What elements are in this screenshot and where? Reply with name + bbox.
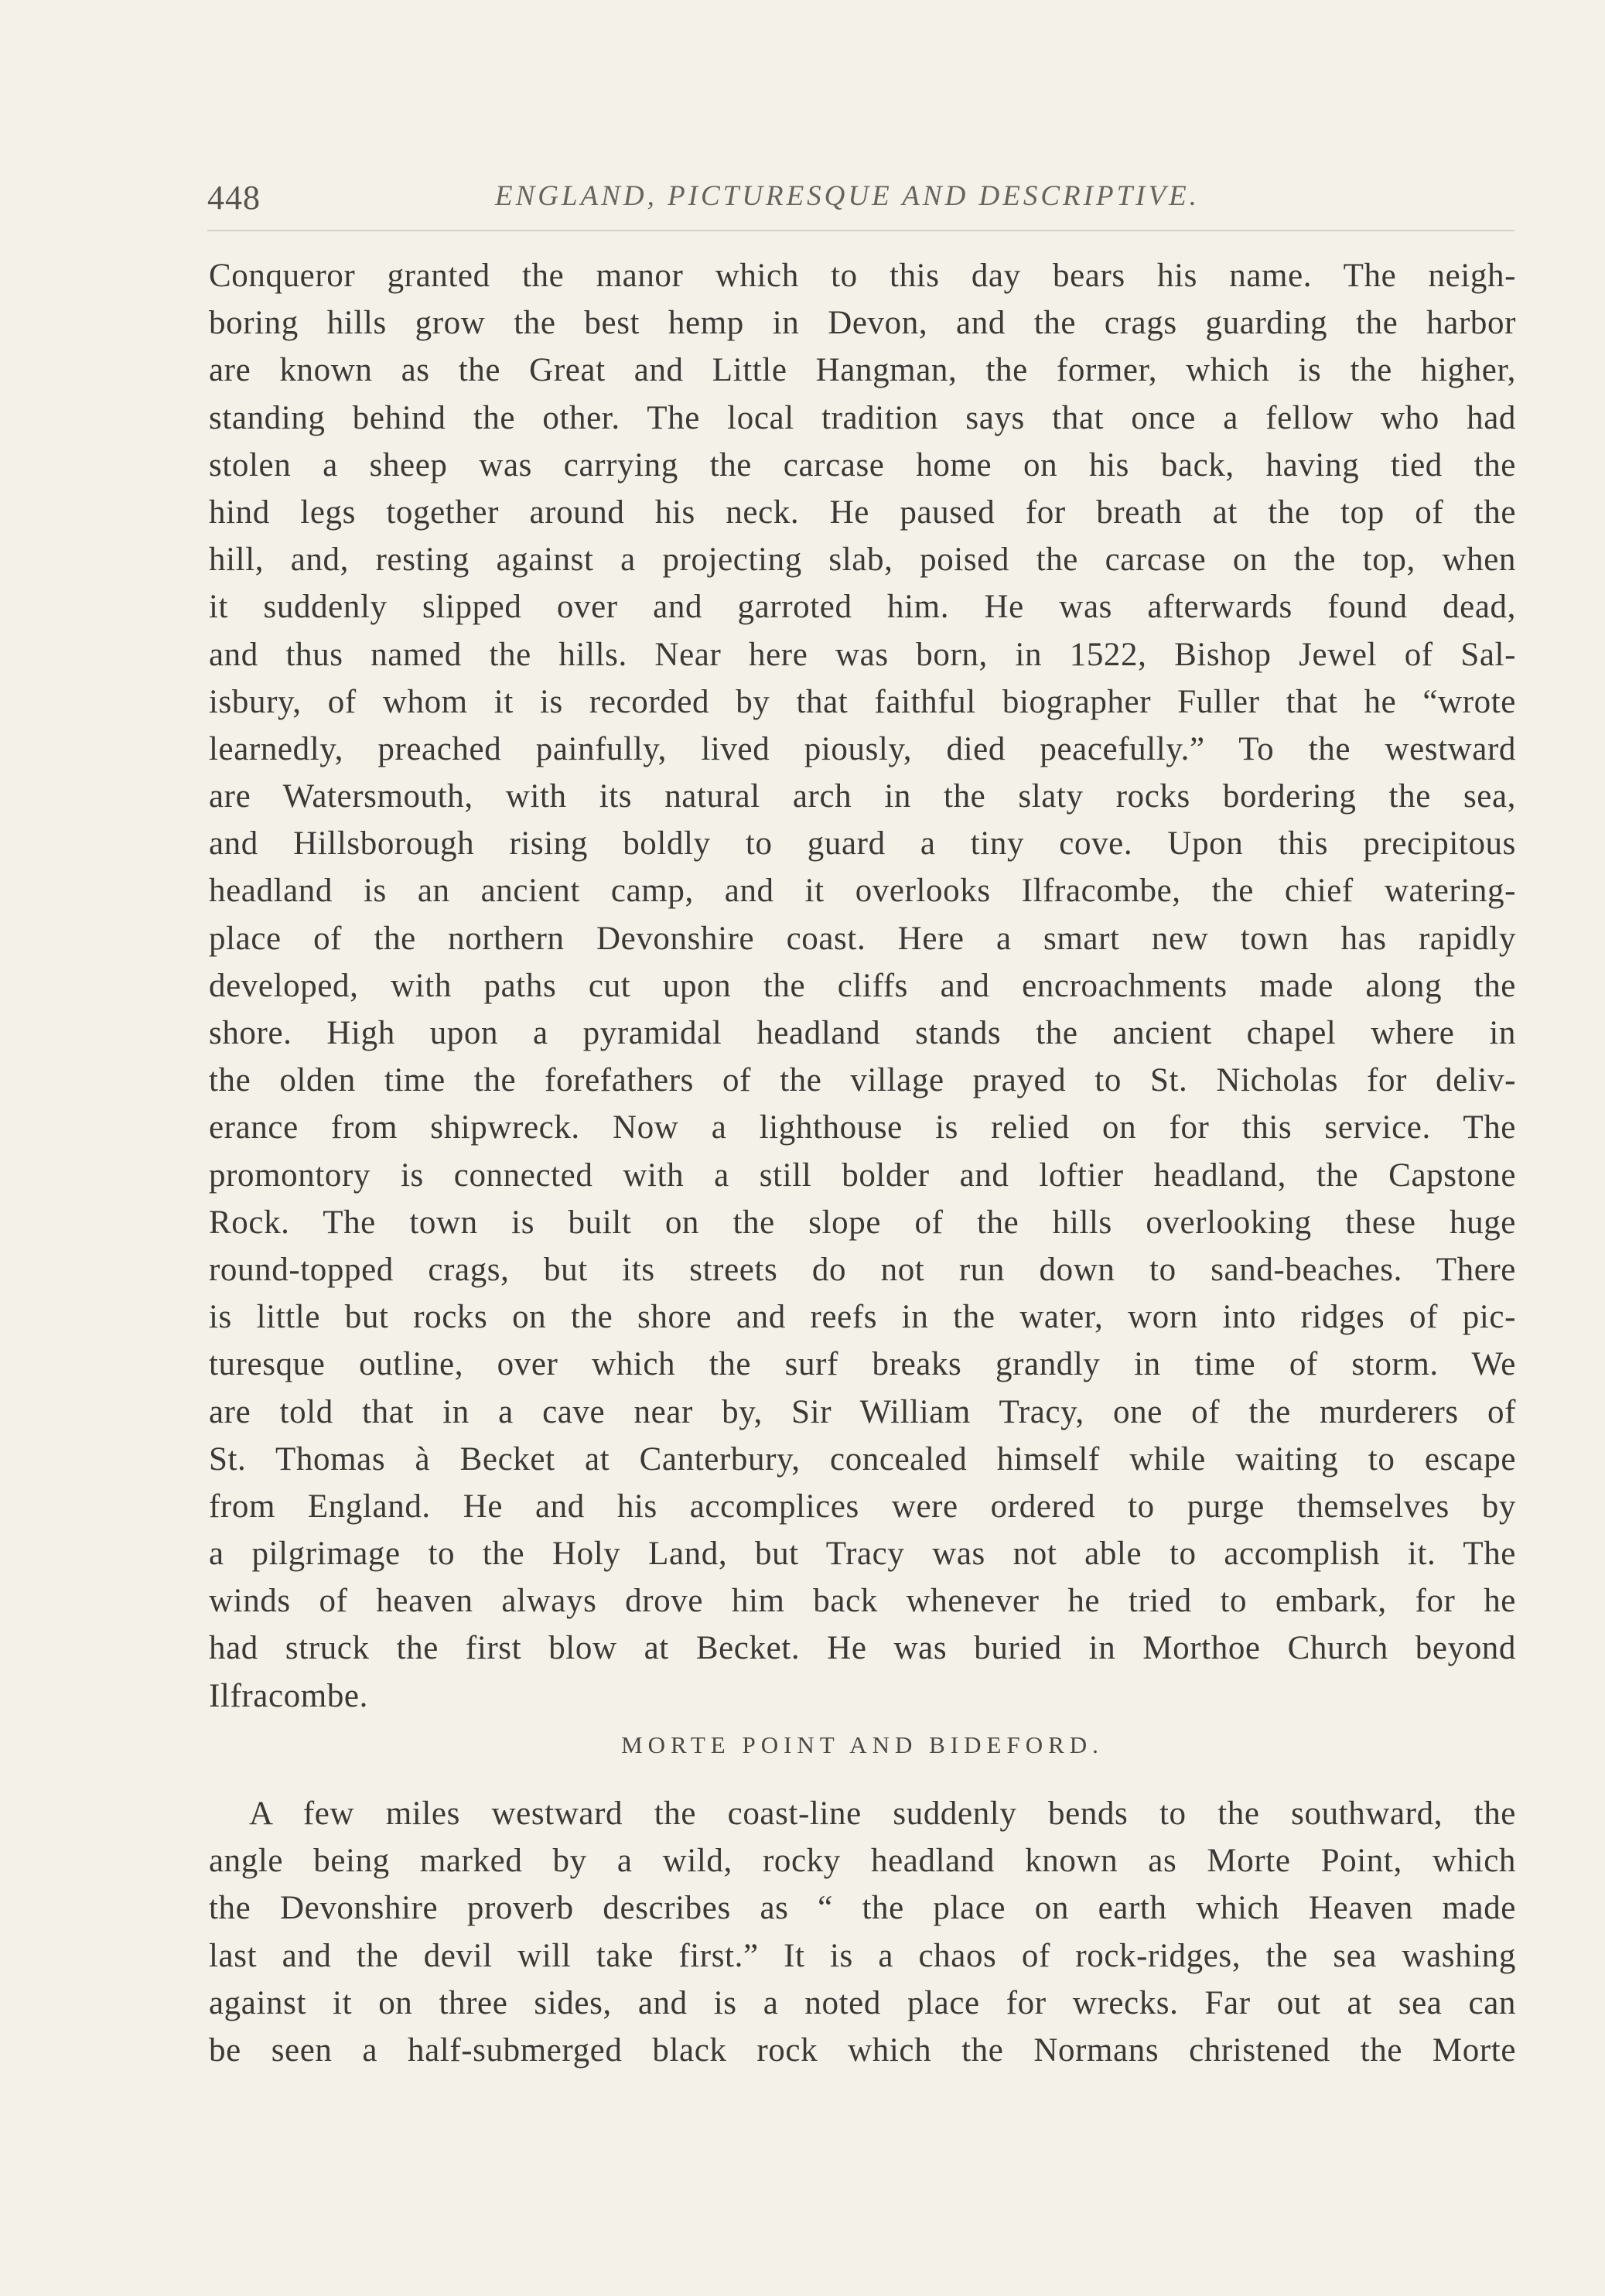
- section-heading: MORTE POINT AND BIDEFORD.: [621, 1731, 1104, 1758]
- text-line: Conqueror granted the manor which to this day bears his name. The neigh-: [209, 258, 1516, 294]
- text-line: learnedly, preached painfully, lived piously, died peacefully.” To the westward: [209, 730, 1516, 767]
- text-line: the Devonshire proverb describes as “ the place on earth which Heaven made: [209, 1890, 1516, 1927]
- text-line: be seen a half-submerged black rock which the Normans christened the Morte: [209, 2031, 1516, 2069]
- text-line: boring hills grow the best hemp in Devon, and the crags guarding the harbor: [209, 305, 1516, 342]
- text-line: promontory is connected with a still bolder and loftier headland, the Capstone: [209, 1157, 1516, 1194]
- text-line: erance from shipwreck. Now a lighthouse is relied on for this service. The: [209, 1109, 1516, 1146]
- paragraph-1: [209, 252, 1516, 1720]
- text-line: angle being marked by a wild, rocky headland known as Morte Point, which: [209, 1843, 1516, 1880]
- text-line: developed, with paths cut upon the cliffs and encroachments made along the: [209, 967, 1516, 1004]
- text-line: place of the northern Devonshire coast. Here a smart new town has rapidly: [209, 920, 1516, 957]
- page-header: [207, 172, 1515, 226]
- text-line: last and the devil will take first.” It is a chaos of rock-ridges, the sea washing: [209, 1937, 1516, 1974]
- text-line: standing behind the other. The local tradition says that once a fellow who had: [209, 399, 1516, 436]
- text-line: and thus named the hills. Near here was born, in 1522, Bishop Jewel of Sal-: [209, 636, 1516, 673]
- text-line: against it on three sides, and is a noted place for wrecks. Far out at sea can: [209, 1984, 1516, 2021]
- text-line: shore. High upon a pyramidal headland stands the ancient chapel where in: [209, 1015, 1516, 1051]
- text-line: headland is an ancient camp, and it overlooks Ilfracombe, the chief watering-: [209, 873, 1516, 910]
- running-head: ENGLAND, PICTURESQUE AND DESCRIPTIVE.: [495, 180, 1200, 212]
- text-line: are Watersmouth, with its natural arch in the slaty rocks bordering the sea,: [209, 778, 1516, 815]
- text-line: had struck the first blow at Becket. He was buried in Morthoe Church beyond: [209, 1630, 1516, 1667]
- text-line: the olden time the forefathers of the village prayed to St. Nicholas for deliv-: [209, 1062, 1516, 1099]
- text-line: round-topped crags, but its streets do not run down to sand-beaches. There: [209, 1251, 1516, 1288]
- text-line: are known as the Great and Little Hangman, the former, which is the higher,: [209, 352, 1516, 389]
- text-line: A few miles westward the coast-line suddenly bends to the southward, the: [249, 1795, 1516, 1832]
- text-line: hill, and, resting against a projecting slab, poised the carcase on the top, when: [209, 542, 1516, 579]
- paragraph-2: [209, 1790, 1516, 2074]
- header-rule: [207, 230, 1515, 231]
- text-line: hind legs together around his neck. He paused for breath at the top of the: [209, 494, 1516, 531]
- page-number: 448: [207, 179, 261, 217]
- text-line: from England. He and his accomplices were ordered to purge themselves by: [209, 1488, 1516, 1525]
- text-line: turesque outline, over which the surf breaks grandly in time of storm. We: [209, 1346, 1516, 1383]
- text-line: is little but rocks on the shore and reefs in the water, worn into ridges of pic-: [209, 1299, 1516, 1336]
- text-line: Rock. The town is built on the slope of the hills overlooking these huge: [209, 1204, 1516, 1241]
- text-line: stolen a sheep was carrying the carcase home on his back, having tied the: [209, 446, 1516, 483]
- text-line: St. Thomas à Becket at Canterbury, concealed himself while waiting to escape: [209, 1440, 1516, 1478]
- text-line: a pilgrimage to the Holy Land, but Tracy was not able to accomplish it. The: [209, 1536, 1516, 1573]
- text-line: it suddenly slipped over and garroted him. He was afterwards found dead,: [209, 589, 1516, 626]
- text-line: and Hillsborough rising boldly to guard a tiny cove. Upon this precipitous: [209, 825, 1516, 863]
- text-line: are told that in a cave near by, Sir William Tracy, one of the murderers of: [209, 1393, 1516, 1430]
- text-line: winds of heaven always drove him back whenever he tried to embark, for he: [209, 1583, 1516, 1620]
- text-line: isbury, of whom it is recorded by that faithful biographer Fuller that he “wrote: [209, 683, 1516, 720]
- text-line: Ilfracombe.: [209, 1677, 368, 1714]
